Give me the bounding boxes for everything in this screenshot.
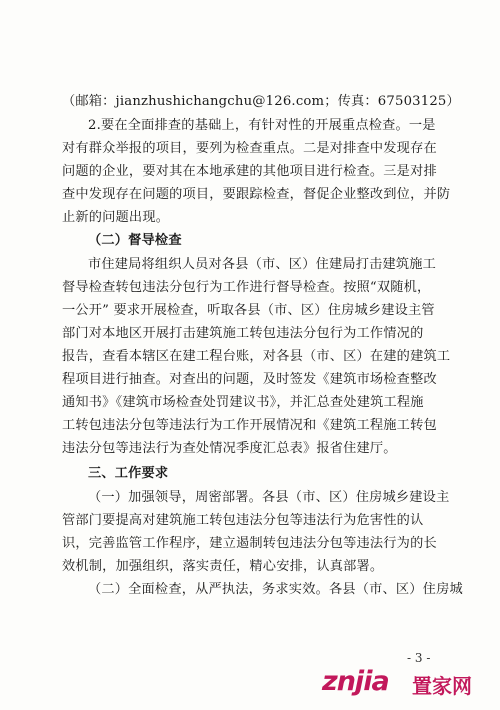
paragraph-line: 查中发现存在问题的项目，要跟踪检查，督促企业整改到位，并防 (62, 187, 451, 202)
paragraph-line: （一）加强领导，周密部署。各县（市、区）住房城乡建设主 (88, 490, 450, 505)
watermark-site-name: 置家网 (412, 674, 472, 698)
paragraph-line: 督导检查转包违法分包行为工作进行督导检查。按照“双随机， (62, 280, 431, 295)
paragraph-line: 问题的企业，要对其在本地承建的其他项目进行检查。三是对排 (62, 164, 437, 179)
paragraph-line: 市住建局将组织人员对各县（市、区）住建局打击建筑施工 (88, 257, 437, 272)
paragraph-line: 效机制，加强组织，落实责任，精心安排，认真部署。 (62, 559, 384, 574)
paragraph-line: 对有群众举报的项目，要列为检查重点。二是对排查中发现存在 (62, 141, 437, 156)
paragraph-line: 违法分包等违法行为查处情况季度汇总表》报省住建厅。 (62, 441, 397, 456)
paragraph-line: 管部门要提高对建筑施工转包违法分包等违法行为危害性的认 (62, 513, 424, 528)
paragraph-line: 2.要在全面排查的基础上，有针对性的开展重点检查。一是 (88, 118, 436, 133)
contact-line: （邮箱：jianzhushichangchu@126.com；传真：67503125） (62, 94, 460, 109)
section-heading: （二）督导检查 (88, 233, 182, 248)
paragraph-line: （二）全面检查，从严执法，务求实效。各县（市、区）住房城 (88, 582, 463, 597)
paragraph-line: 程项目进行抽查。对查出的问题，及时签发《建筑市场检查整改 (62, 372, 437, 387)
section-heading: 三、工作要求 (88, 466, 169, 481)
paragraph-line: 识，完善监管工作程序，建立遏制转包违法分包等违法行为的长 (62, 536, 437, 551)
watermark-logo: znjia (322, 666, 389, 697)
page-number: - 3 - (407, 651, 431, 665)
paragraph-line: 止新的问题出现。 (62, 210, 170, 225)
paragraph-line: 工转包违法分包等违法行为工作开展情况和《建筑工程施工转包 (62, 418, 437, 433)
paragraph-line: 通知书》《建筑市场检查处罚建议书》，并汇总查处建筑工程施 (62, 395, 424, 410)
paragraph-line: 部门对本地区开展打击建筑施工转包违法分包行为工作情况的 (62, 326, 424, 341)
paragraph-line: 一公开” 要求开展检查，听取各县（市、区）住房城乡建设主管 (62, 303, 435, 318)
site-watermark (322, 666, 498, 706)
paragraph-line: 报告，查看本辖区在建工程台账，对各县（市、区）在建的建筑工 (62, 349, 451, 364)
